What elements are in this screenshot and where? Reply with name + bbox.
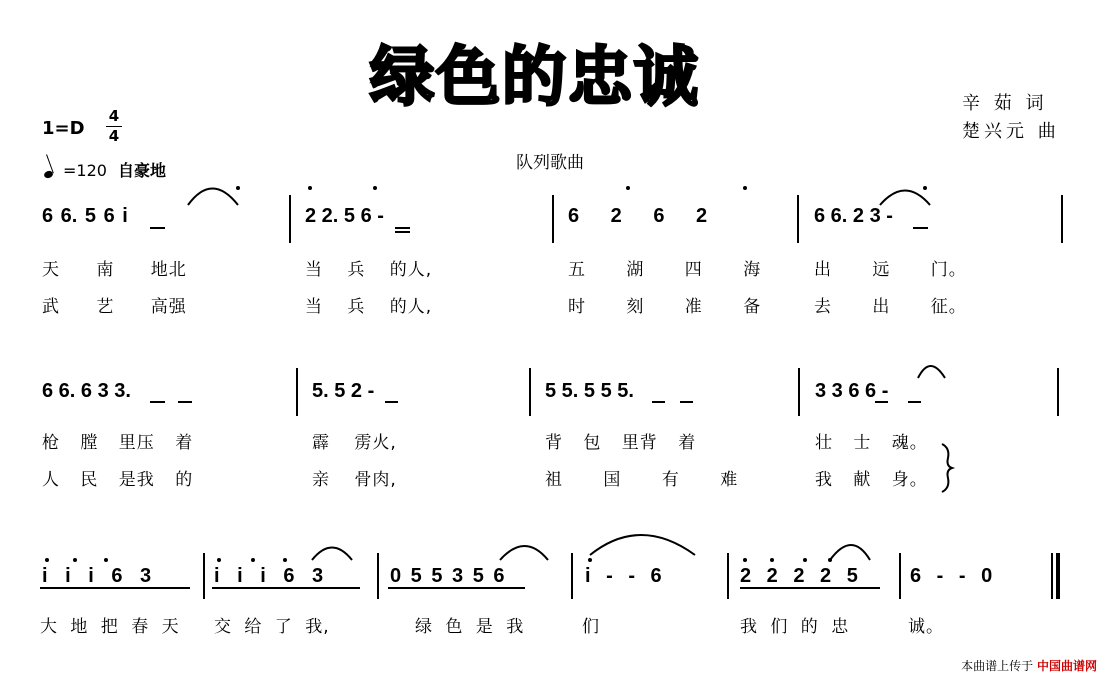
system2-measure-2: 5. 5 2 -: [312, 380, 375, 402]
system2-lyrics2-m3: 祖 国 有 难: [545, 470, 739, 490]
system1-lyrics1-m1: 天 南 地北: [42, 260, 187, 280]
site-logo: 中国曲谱网: [1036, 659, 1097, 673]
system2-lyrics1-m3: 背 包 里背 着: [545, 433, 697, 453]
system2-lyrics2-m4: 我 献 身。: [815, 470, 928, 490]
system1-lyrics1-m2: 当 兵 的人,: [305, 260, 433, 280]
system1-measure-1: 6 6. 5 6 i: [42, 205, 128, 227]
lyricist-credit: 辛 茹 词: [962, 93, 1048, 114]
system3-measure-5: 2 2 2 2 5: [740, 565, 858, 587]
genre-label: 队列歌曲: [516, 153, 584, 173]
system2-measure-1: 6 6. 6 3 3.: [42, 380, 131, 402]
footer-watermark: [961, 657, 1097, 674]
system3-lyrics-m2: 交 给 了 我,: [214, 617, 330, 637]
system1-lyrics1-m4: 出 远 门。: [814, 260, 967, 280]
system1-measure-2: 2 2. 5 6 -: [305, 205, 384, 227]
system3-measure-4: i - - 6: [585, 565, 662, 587]
system1-lyrics2-m4: 去 出 征。: [814, 297, 967, 317]
system1-measure-3: 6 2 6 2: [568, 205, 708, 227]
system3-lyrics-m1: 大 地 把 春 天: [40, 617, 180, 637]
system3-measure-6: 6 - - 0: [910, 565, 993, 587]
time-signature-top: 4: [108, 107, 120, 125]
time-signature-bottom: 4: [108, 127, 120, 145]
tempo-value: =120: [63, 161, 107, 180]
system3-lyrics-m6: 诚。: [908, 617, 944, 637]
song-title: 绿色的忠诚: [370, 40, 700, 115]
composer-credit: 楚兴元 曲: [962, 121, 1060, 142]
system1-measure-4: 6 6. 2 3 -: [814, 205, 893, 227]
system1-lyrics2-m2: 当 兵 的人,: [305, 297, 433, 317]
system3-measure-3: 0 5 5 3 5 6: [390, 565, 505, 587]
system3-lyrics-m5: 我 们 的 忠: [740, 617, 850, 637]
system3-measure-1: i i i 6 3: [42, 565, 152, 587]
system1-lyrics2-m3: 时 刻 准 备: [568, 297, 762, 317]
system2-measure-3: 5 5. 5 5 5.: [545, 380, 634, 402]
system3-lyrics-m3: 绿 色 是 我: [415, 617, 525, 637]
system3-lyrics-m4: 们: [582, 617, 600, 637]
system2-measure-4: 3 3 6 6 -: [815, 380, 889, 402]
system2-lyrics2-m2: 亲 骨肉,: [312, 470, 397, 490]
system1-lyrics2-m1: 武 艺 高强: [42, 297, 187, 317]
system3-measure-2: i i i 6 3: [214, 565, 324, 587]
expression-marking: 自豪地: [118, 161, 167, 180]
system2-lyrics2-m1: 人 民 是我 的: [42, 470, 194, 490]
system2-lyrics1-m2: 霹 雳火,: [312, 433, 397, 453]
system2-lyrics1-m4: 壮 士 魂。: [815, 433, 928, 453]
footer-text: 本曲谱上传于: [961, 659, 1034, 673]
system1-lyrics1-m3: 五 湖 四 海: [568, 260, 762, 280]
key-signature: 1=D: [42, 118, 85, 139]
system2-lyrics1-m1: 枪 膛 里压 着: [42, 433, 194, 453]
